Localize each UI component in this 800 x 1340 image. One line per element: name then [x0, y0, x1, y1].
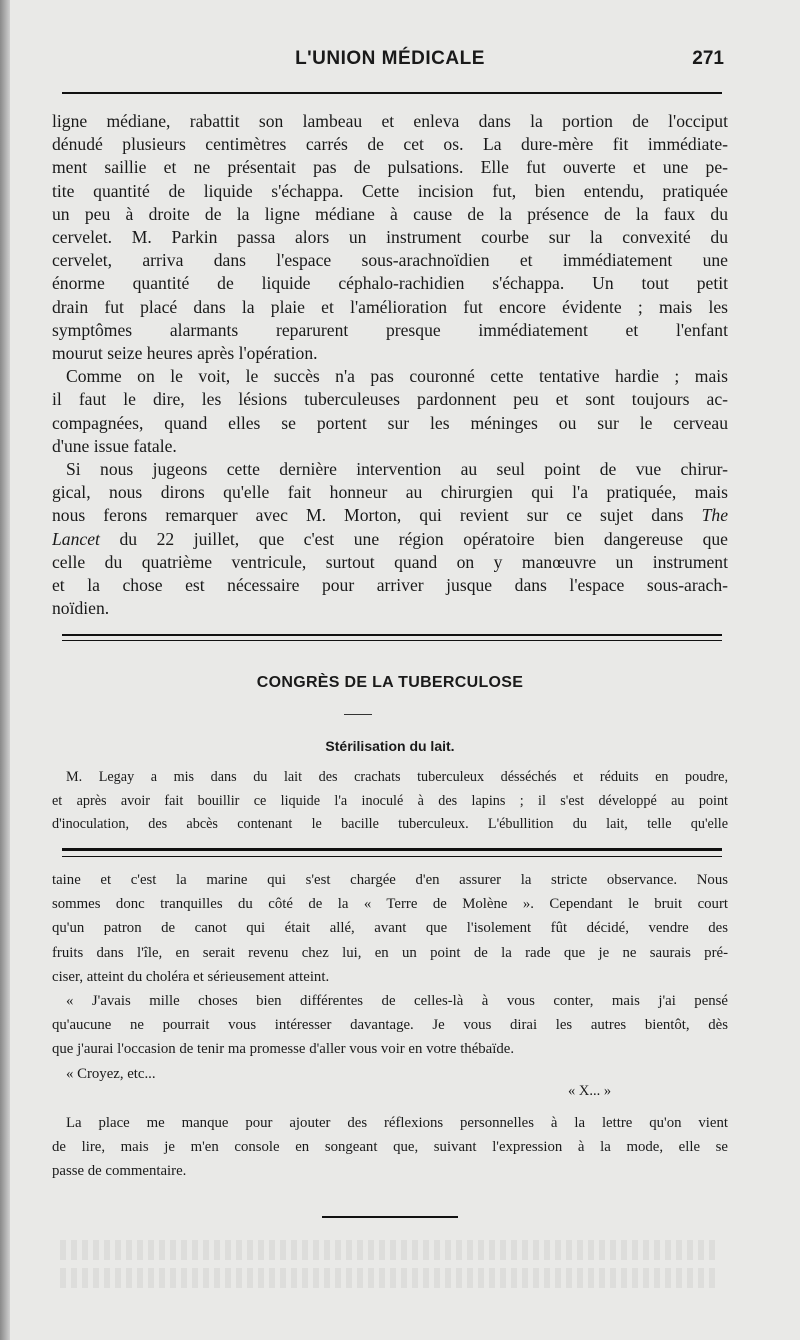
text-line: drain fut placé dans la plaie et l'amélioration fut encore évidente ; mais les [52, 296, 728, 317]
letter-text [52, 868, 728, 1086]
section-divider-bottom [62, 640, 722, 641]
text-line: de lire, mais je m'en console en songeant que, suivant l'expression à la mode, elle se [52, 1139, 728, 1156]
page-number: 271 [692, 48, 724, 69]
text-line: cervelet, arriva dans l'espace sous-arachnoïdien et immédiatement une [52, 250, 728, 271]
page-break-rule-top [62, 848, 722, 851]
text-line: énorme quantité de liquide céphalo-rachidien s'échappa. Un tout petit [52, 273, 728, 294]
text-line: symptômes alarmants reparurent presque immédiatement et l'enfant [52, 319, 728, 340]
text-line: d'une issue fatale. [52, 435, 177, 456]
journal-title: The [701, 505, 728, 526]
closing-paragraph [52, 1111, 728, 1184]
journal-title: Lancet [52, 528, 100, 549]
page-edge-shadow [0, 0, 10, 1340]
text-line: dénudé plusieurs centimètres carrés de cet os. La dure-mère fit immédiate- [52, 134, 728, 155]
letter-signature: « X... » [568, 1083, 612, 1099]
text-line: et la chose est nécessaire pour arriver jusque dans l'espace sous-arach- [52, 575, 728, 596]
text-line: Si nous jugeons cette dernière intervention au seul point de vue chirur- [66, 459, 728, 480]
text-line: et après avoir fait bouillir ce liquide l'a inoculé à des lapins ; il s'est développé au point [52, 792, 728, 809]
text-line: compagnées, quand elles se portent sur les méninges ou sur le cerveau [52, 412, 728, 433]
text-line: « Croyez, etc... [66, 1065, 156, 1082]
page-break-rule-bottom [62, 856, 722, 857]
section-subtitle: Stérilisation du lait. [325, 738, 455, 754]
text-line: Lancet du 22 juillet, que c'est une région opératoire bien dangereuse que [52, 528, 728, 549]
text-line: que j'aurai l'occasion de tenir ma promesse d'aller vous voir en votre thébaïde. [52, 1041, 515, 1058]
text-line: « J'avais mille choses bien différentes de celles-là à vous conter, mais j'ai pensé [66, 993, 728, 1010]
running-title: L'UNION MÉDICALE [295, 48, 485, 69]
text-line: qu'un patron de canot qui était allé, avant que l'isolement fût décidé, vendre des [52, 920, 728, 937]
text-line: M. Legay a mis dans du lait des crachats tuberculeux désséchés et réduits en poudre, [66, 769, 728, 785]
section-title: CONGRÈS DE LA TUBERCULOSE [256, 674, 524, 691]
text-line: celle du quatrième ventricule, surtout quand on y manœuvre un instrument [52, 551, 728, 572]
main-article-text [52, 110, 728, 620]
congress-paragraph [52, 766, 728, 837]
text-line: nous ferons remarquer avec M. Morton, qui revient sur ce sujet dans The [52, 505, 728, 526]
text-line: Comme on le voit, le succès n'a pas couronné cette tentative hardie ; mais [66, 366, 728, 387]
text-line: il faut le dire, les lésions tuberculeuses pardonnent peu et sont toujours ac- [52, 389, 728, 410]
text-line: d'inoculation, des abcès contenant le bacille tuberculeux. L'ébullition du lait, telle qu'elle [52, 816, 728, 833]
bleed-through-texture [60, 1240, 720, 1260]
section-divider-top [62, 634, 722, 636]
bleed-through-texture [60, 1268, 720, 1288]
text-line: ligne médiane, rabattit son lambeau et enleva dans la portion de l'occiput [52, 111, 728, 131]
text-line: La place me manque pour ajouter des réflexions personnelles à la lettre qu'on vient [66, 1115, 728, 1131]
text-line: taine et c'est la marine qui s'est chargée d'en assurer la stricte observance. Nous [52, 872, 728, 888]
header-rule [62, 92, 722, 94]
text-line: gical, nous dirons qu'elle fait honneur au chirurgien qui l'a pratiquée, mais [52, 482, 728, 503]
text-line: ment saillie et ne présentait pas de pulsations. Elle fut ouverte et une pe- [52, 157, 728, 178]
text-line: fruits dans l'île, en serait revenu chez lui, en un point de la rade que je ne saurais pré- [52, 944, 728, 961]
text-line: qu'aucune ne pourrait vous intéresser davantage. Je vous dirai les autres bientôt, dès [52, 1017, 728, 1034]
text-line: tite quantité de liquide s'échappa. Cette incision fut, bien entendu, pratiquée [52, 180, 728, 201]
title-dash [344, 714, 372, 715]
text-line: passe de commentaire. [52, 1163, 187, 1180]
running-header [50, 48, 730, 78]
closing-rule [322, 1216, 458, 1218]
text-line: un peu à droite de la ligne médiane à cause de la présence de la faux du [52, 203, 728, 224]
text-line: noïdien. [52, 598, 110, 619]
text-line: cervelet. M. Parkin passa alors un instrument courbe sur la convexité du [52, 227, 728, 248]
text-line: sommes donc tranquilles du côté de la « Terre de Molène ». Cependant le bruit court [52, 896, 728, 913]
text-line: ciser, atteint du choléra et sérieusement atteint. [52, 968, 330, 985]
text-line: mourut seize heures après l'opération. [52, 343, 318, 364]
